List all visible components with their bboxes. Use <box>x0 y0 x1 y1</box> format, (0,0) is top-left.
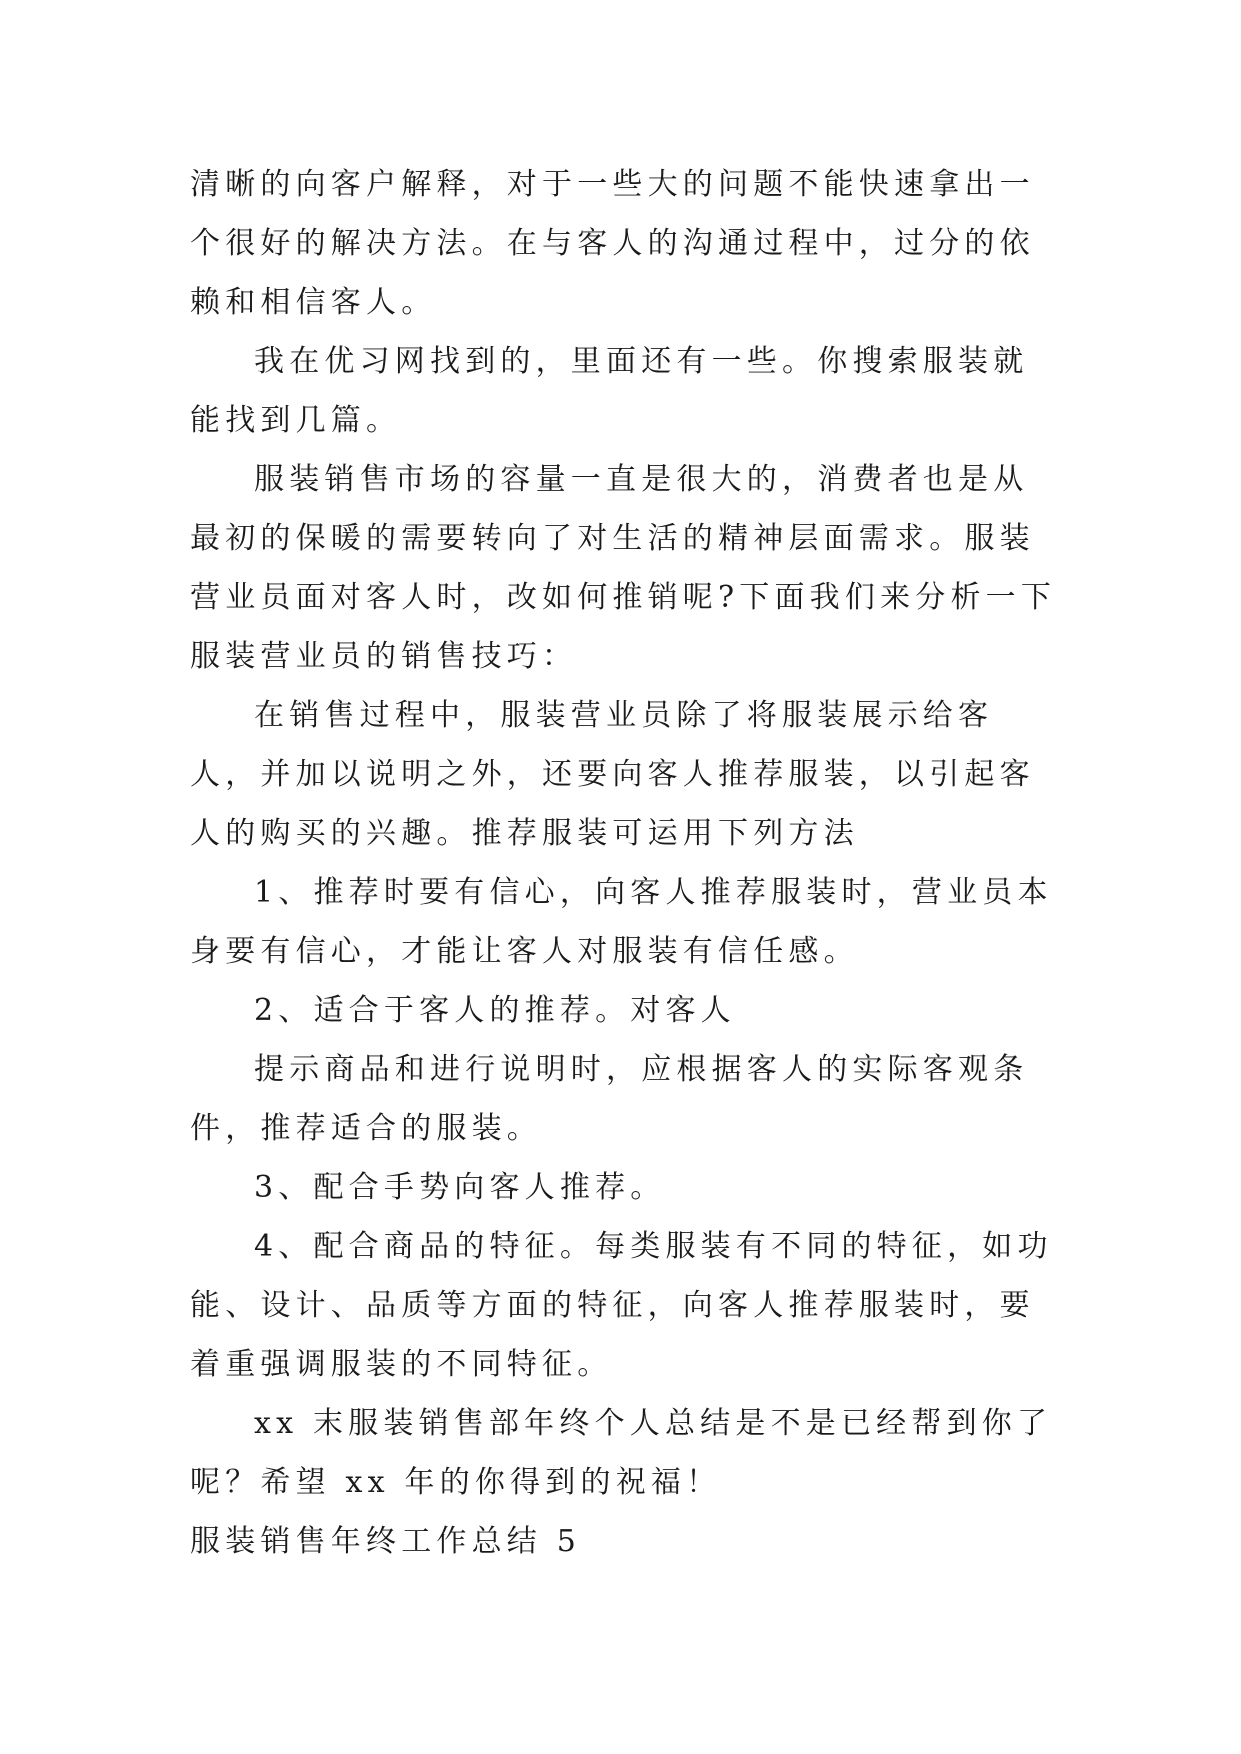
paragraph-9: 4、配合商品的特征。每类服装有不同的特征，如功能、设计、品质等方面的特征，向客人推荐服装时，要着重强调服装的不同特征。 <box>190 1229 1053 1382</box>
document-body <box>190 155 1060 1571</box>
paragraph-8: 3、配合手势向客人推荐。 <box>254 1170 666 1205</box>
paragraph-4: 在销售过程中，服装营业员除了将服装展示给客人，并加以说明之外，还要向客人推荐服装，以引起客人的购买的兴趣。推荐服装可运用下列方法 <box>190 698 1035 851</box>
paragraph-1: 清晰的向客户解释，对于一些大的问题不能快速拿出一个很好的解决方法。在与客人的沟通过程中，过分的依赖和相信客人。 <box>190 167 1035 320</box>
paragraph-2: 我在优习网找到的，里面还有一些。你搜索服装就能找到几篇。 <box>190 344 1029 438</box>
section-heading: 服装销售年终工作总结 5 <box>190 1524 582 1559</box>
paragraph-7: 提示商品和进行说明时，应根据客人的实际客观条件，推荐适合的服装。 <box>190 1052 1029 1146</box>
paragraph-10: xx 末服装销售部年终个人总结是不是已经帮到你了呢？希望 xx 年的你得到的祝福！ <box>190 1406 1053 1500</box>
paragraph-3: 服装销售市场的容量一直是很大的，消费者也是从最初的保暖的需要转向了对生活的精神层面需求。服装营业员面对客人时，改如何推销呢?下面我们来分析一下服装营业员的销售技巧： <box>190 462 1057 674</box>
paragraph-5: 1、推荐时要有信心，向客人推荐服装时，营业员本身要有信心，才能让客人对服装有信任感。 <box>190 875 1053 969</box>
paragraph-6: 2、适合于客人的推荐。对客人 <box>254 993 736 1028</box>
